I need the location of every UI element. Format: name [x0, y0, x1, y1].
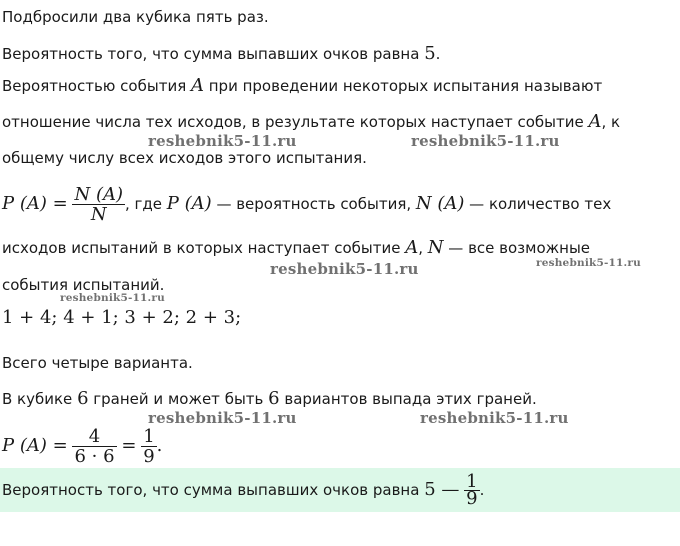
calc-numerator-2: 1: [143, 426, 155, 447]
watermark: reshebnik5-11.ru: [536, 257, 641, 269]
dice-text-b: граней и может быть: [88, 390, 269, 408]
answer-number: 5 —: [424, 479, 460, 500]
formula-text-a: , где: [124, 195, 167, 213]
dice-faces-line: [2, 389, 537, 409]
definition-line-4: [2, 238, 590, 258]
definition-text-f: — все возможные: [443, 239, 591, 257]
watermark: reshebnik5-11.ru: [148, 132, 297, 150]
calc-numerator-1: 4: [72, 427, 116, 447]
question-number: 5: [424, 43, 436, 64]
calc-equals: =: [121, 435, 137, 456]
formula-fraction: [72, 185, 125, 224]
definition-text-d: , к: [601, 113, 621, 131]
formula-p-of-a: P (A): [166, 193, 212, 214]
answer-text: Вероятность того, что сумма выпавших очков равна: [2, 481, 425, 499]
event-variable: A: [405, 237, 419, 258]
formula-n-of-a: N (A): [415, 193, 465, 214]
dice-faces-number: 6: [77, 388, 89, 409]
answer-line: [2, 470, 484, 510]
watermark: reshebnik5-11.ru: [411, 132, 560, 150]
calc-denominator-2: 9: [143, 446, 155, 467]
definition-text-c: отношение числа тех исходов, в результате которых наступает событие: [2, 113, 589, 131]
dice-variants-number: 6: [268, 388, 280, 409]
calc-fraction-1: [72, 427, 116, 466]
calc-end: .: [156, 435, 163, 456]
watermark: reshebnik5-11.ru: [60, 292, 165, 304]
calc-fraction-2: [141, 427, 156, 466]
question-text: Вероятность того, что сумма выпавших очков равна: [2, 45, 425, 63]
event-variable: A: [588, 111, 602, 132]
definition-comma: ,: [418, 239, 428, 257]
calc-denominator-1: 6 · 6: [74, 446, 115, 467]
fraction-numerator: N (A): [74, 184, 123, 205]
question-end: .: [435, 45, 441, 63]
formula-text-c: — количество тех: [464, 195, 612, 213]
answer-end: .: [479, 481, 485, 499]
definition-line-1: [2, 76, 602, 96]
outcomes-list: 1 + 4; 4 + 1; 3 + 2; 2 + 3;: [2, 307, 242, 328]
formula-text-b: — вероятность события,: [211, 195, 416, 213]
answer-fraction: [464, 471, 479, 509]
problem-statement: Подбросили два кубика пять раз.: [2, 8, 269, 26]
definition-line-5: события испытаний.: [2, 276, 165, 294]
calc-lhs: P (A) =: [2, 435, 68, 456]
definition-text-b: при проведении некоторых испытания называют: [203, 77, 603, 95]
watermark: reshebnik5-11.ru: [420, 409, 569, 427]
definition-line-3: общему числу всех исходов этого испытания.: [2, 149, 367, 167]
answer-numerator: 1: [466, 471, 478, 492]
dice-text-a: В кубике: [2, 390, 78, 408]
probability-formula-line: [2, 182, 611, 226]
watermark: reshebnik5-11.ru: [148, 409, 297, 427]
fraction-denominator: N: [90, 204, 107, 225]
definition-line-2: [2, 112, 620, 132]
formula-lhs: P (A) =: [2, 193, 68, 214]
watermark: reshebnik5-11.ru: [270, 260, 419, 278]
answer-denominator: 9: [466, 488, 478, 509]
total-variable: N: [427, 237, 444, 258]
question-line: [2, 44, 440, 64]
dice-text-c: вариантов выпада этих граней.: [279, 390, 537, 408]
calculation-line: [2, 424, 162, 468]
event-variable: A: [190, 75, 204, 96]
definition-text-a: Вероятностью события: [2, 77, 191, 95]
definition-text-e: исходов испытаний в которых наступает событие: [2, 239, 406, 257]
count-line: Всего четыре варианта.: [2, 354, 193, 372]
